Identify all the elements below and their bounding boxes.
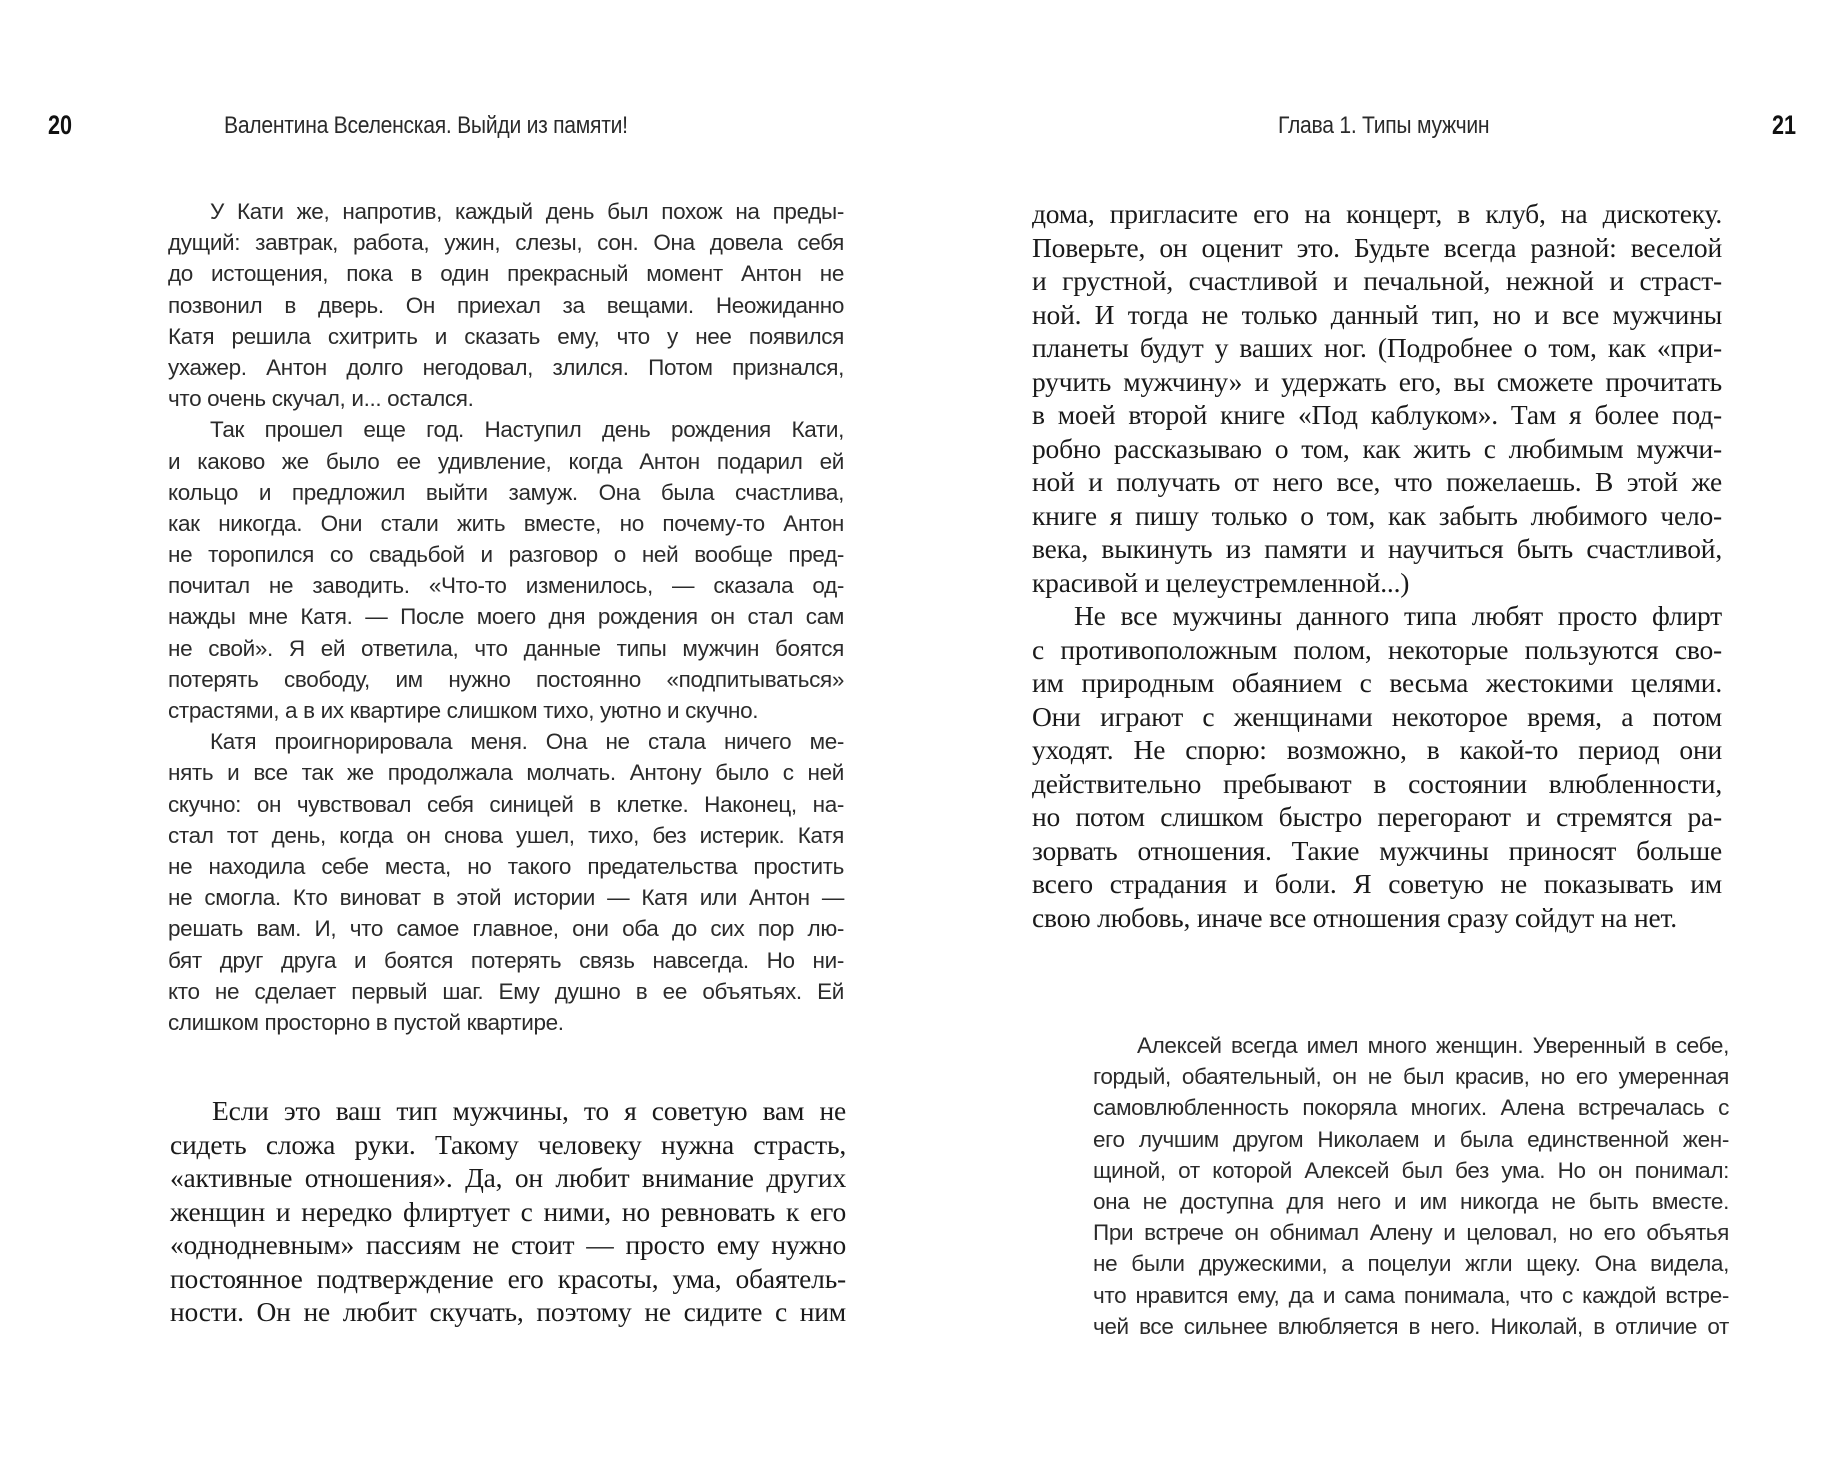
text-line: в моей второй книге «Под каблуком». Там я более под- bbox=[1032, 399, 1722, 430]
text-line: решать вам. И, что самое главное, они оба до сих пор лю- bbox=[168, 916, 844, 942]
text-line: не находила себе места, но такого предательства простить bbox=[168, 853, 844, 879]
text-line: стал тот день, когда он снова ушел, тихо, без истерик. Катя bbox=[168, 822, 844, 848]
text-line: не торопился со свадьбой и разговор о ней вообще пред- bbox=[168, 542, 844, 568]
text-line: потерять свободу, им нужно постоянно «подпитываться» bbox=[168, 666, 844, 692]
text-line: и грустной, счастливой и печальной, нежной и страст- bbox=[1032, 265, 1722, 296]
text-line: Они играют с женщинами некоторое время, а потом bbox=[1032, 700, 1722, 732]
text-line: книге я пишу только о том, как забыть любимого чело- bbox=[1032, 499, 1722, 531]
text-line: робно рассказываю о том, как жить с любимым мужчи- bbox=[1032, 432, 1722, 464]
text-line: красивой и целеустремленной...) bbox=[1032, 566, 1410, 598]
text-line: почитал не заводить. «Что-то изменилось, — сказала од- bbox=[168, 573, 844, 599]
text-line: чей все сильнее влюбляется в него. Николай, в отличие от bbox=[1093, 1313, 1729, 1339]
text-line: нажды мне Катя. — После моего дня рождения он стал сам bbox=[168, 604, 844, 630]
text-line: Катя проигнорировала меня. Она не стала ничего ме- bbox=[210, 729, 844, 755]
page-number: 21 bbox=[1772, 110, 1797, 140]
text-line: свою любовь, иначе все отношения сразу сойдут на нет. bbox=[1032, 901, 1677, 933]
text-line: сидеть сложа руки. Такому человеку нужна страсть, bbox=[170, 1128, 846, 1160]
text-line: не смогла. Кто виноват в этой истории — Катя или Антон — bbox=[168, 885, 844, 911]
text-line: до истощения, пока в один прекрасный момент Антон не bbox=[168, 261, 844, 287]
text-line: ной. И тогда не только данный тип, но и все мужчины bbox=[1032, 298, 1722, 330]
author-text-block bbox=[170, 1094, 846, 1329]
text-line: Катя решила схитрить и сказать ему, что у нее появился bbox=[168, 323, 844, 349]
text-line: При встрече он обнимал Алену и целовал, но его объятья bbox=[1093, 1220, 1729, 1246]
text-line: самовлюбленность покоряла многих. Алена встречалась с bbox=[1093, 1095, 1729, 1121]
text-line: ручить мужчину» и удержать его, вы сможете прочитать bbox=[1032, 365, 1722, 397]
text-line: уходят. Не спорю: возможно, в какой-то период они bbox=[1032, 734, 1722, 765]
text-line: постоянное подтверждение его красоты, ума, обаятель- bbox=[170, 1262, 846, 1294]
text-line: скучно: он чувствовал себя синицей в клетке. Наконец, на- bbox=[168, 791, 844, 817]
text-line: слишком просторно в пустой квартире. bbox=[168, 1009, 564, 1035]
text-line: планеты будут у ваших ног. (Подробнее о том, как «при- bbox=[1032, 332, 1722, 363]
text-line: Поверьте, он оценит это. Будьте всегда разной: веселой bbox=[1032, 231, 1722, 263]
text-line: всего страдания и боли. Я советую не показывать им bbox=[1032, 868, 1722, 899]
story-text-block bbox=[1093, 1030, 1729, 1342]
text-line: бят друг друга и боятся потерять связь навсегда. Но ни- bbox=[168, 947, 844, 973]
text-line: позвонил в дверь. Он приехал за вещами. Неожиданно bbox=[168, 292, 844, 318]
text-line: нять и все так же продолжала молчать. Антону было с ней bbox=[168, 760, 844, 786]
story-text-block bbox=[168, 196, 844, 1038]
text-line: У Кати же, напротив, каждый день был похож на преды- bbox=[210, 199, 844, 224]
text-line: Не все мужчины данного типа любят просто флирт bbox=[1074, 600, 1722, 631]
text-line: она не доступна для него и им никогда не быть вместе. bbox=[1093, 1188, 1729, 1214]
running-head-chapter-title: Глава 1. Типы мужчин bbox=[1278, 112, 1490, 139]
right-page bbox=[921, 0, 1842, 1464]
text-line: ной и получать от него все, что пожелаешь. В этой же bbox=[1032, 466, 1722, 497]
text-line: Если это ваш тип мужчины, то я советую вам не bbox=[212, 1095, 846, 1126]
text-line: дома, пригласите его на концерт, в клуб, на дискотеку. bbox=[1032, 198, 1722, 229]
running-head-book-title: Валентина Вселенская. Выйди из памяти! bbox=[224, 112, 628, 139]
text-line: и каково же было ее удивление, когда Антон подарил ей bbox=[168, 448, 844, 474]
text-line: действительно пребывают в состоянии влюбленности, bbox=[1032, 767, 1722, 799]
text-line: века, выкинуть из памяти и научиться быть счастливой, bbox=[1032, 533, 1722, 564]
text-line: Так прошел еще год. Наступил день рождения Кати, bbox=[210, 417, 844, 443]
text-line: с противоположным полом, некоторые пользуются сво- bbox=[1032, 633, 1722, 665]
text-line: им природным обаянием с весьма жестокими целями. bbox=[1032, 667, 1722, 698]
text-line: но потом слишком быстро перегорают и стремятся ра- bbox=[1032, 801, 1722, 832]
text-line: гордый, обаятельный, он не был красив, но его умеренная bbox=[1093, 1064, 1729, 1090]
text-line: не были дружескими, а поцелуи жгли щеку. Она видела, bbox=[1093, 1251, 1729, 1277]
text-line: что очень скучал, и... остался. bbox=[168, 386, 474, 412]
text-line: как никогда. Они стали жить вместе, но почему-то Антон bbox=[168, 510, 844, 536]
text-line: кто не сделает первый шаг. Ему душно в ее объятьях. Ей bbox=[168, 978, 844, 1004]
text-line: его лучшим другом Николаем и была единственной жен- bbox=[1093, 1126, 1729, 1152]
text-line: щиной, от которой Алексей был без ума. Но он понимал: bbox=[1093, 1157, 1729, 1183]
text-line: кольцо и предложил выйти замуж. Она была счастлива, bbox=[168, 479, 844, 505]
author-text-block bbox=[1032, 197, 1722, 934]
text-line: зорвать отношения. Такие мужчины приносят больше bbox=[1032, 834, 1722, 866]
page-number: 20 bbox=[48, 110, 73, 140]
text-line: ности. Он не любит скучать, поэтому не сидите с ним bbox=[170, 1296, 846, 1327]
text-line: что нравится ему, да и сама понимала, что с каждой встре- bbox=[1093, 1282, 1729, 1308]
text-line: не свой». Я ей ответила, что данные типы мужчин боятся bbox=[168, 635, 844, 661]
text-line: женщин и нередко флиртует с ними, но ревновать к его bbox=[170, 1195, 846, 1227]
text-line: «однодневным» пассиям не стоит — просто ему нужно bbox=[170, 1229, 846, 1260]
text-line: дущий: завтрак, работа, ужин, слезы, сон. Она довела себя bbox=[168, 230, 844, 256]
text-line: «активные отношения». Да, он любит внимание других bbox=[170, 1162, 846, 1193]
text-line: ухажер. Антон долго негодовал, злился. Потом признался, bbox=[168, 354, 844, 380]
text-line: Алексей всегда имел много женщин. Уверенный в себе, bbox=[1137, 1033, 1729, 1058]
text-line: страстями, а в их квартире слишком тихо, уютно и скучно. bbox=[168, 698, 759, 723]
